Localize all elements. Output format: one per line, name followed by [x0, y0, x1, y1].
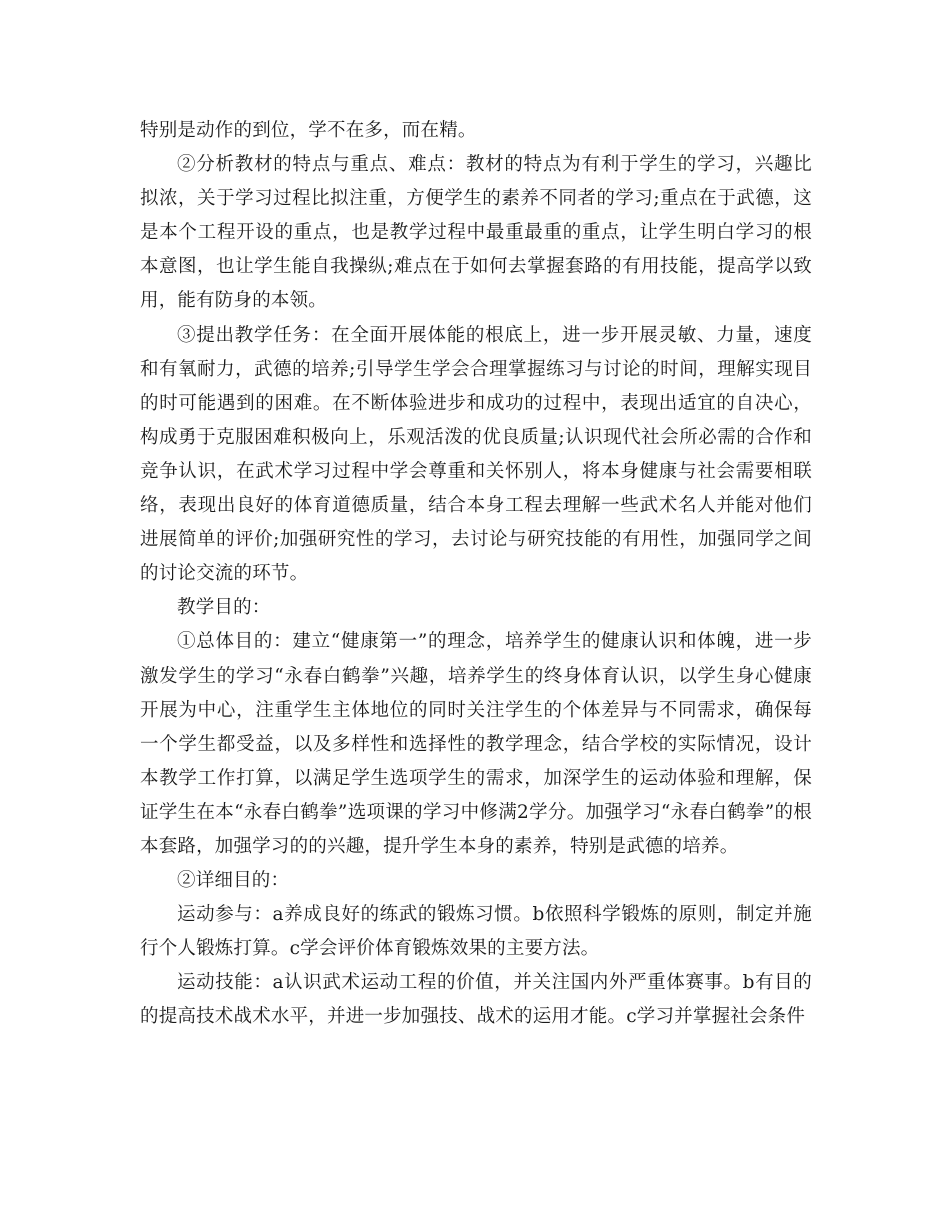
paragraph-continuation: 特别是动作的到位，学不在多，而在精。	[140, 120, 477, 141]
paragraph-overall-goals: ①总体目的：建立“健康第一”的理念，培养学生的健康认识和体魄，进一步激发学生的学习“永春白鹤拳”兴趣，培养学生的终身体育认识，以学生身心健康开展为中心，注重学生主体地位的同时关注学生的个体差异与不同需求，确保每一个学生都受益，以及多样性和选择性的教学理念，结合学校的实际情况，设计本教学工作打算，以满足学生选项学生的需求，加深学生的运动体验和理解，保证学生在本“永春白鹤拳”选项课的学习中修满2学分。加强学习“永春白鹤拳”的根本套路，加强学习的的兴趣，提升学生本身的素养，特别是武德的培养。	[140, 631, 812, 857]
document-body	[140, 114, 812, 1035]
heading-detailed-goals: ②详细目的：	[177, 870, 290, 892]
paragraph-teaching-tasks: ③提出教学任务：在全面开展体能的根底上，进一步开展灵敏、力量，速度和有氧耐力，武德的培养;引导学生学会合理掌握练习与讨论的时间，理解实现目的时可能遇到的困难。在不断体验进步和成功的过程中，表现出适宜的自决心，构成勇于克服困难积极向上，乐观活泼的优良质量;认识现代社会所必需的合作和竞争认识，在武术学习过程中学会尊重和关怀别人，将本身健康与社会需要相联络，表现出良好的体育道德质量，结合本身工程去理解一些武术名人并能对他们进展简单的评价;加强研究性的学习，去讨论与研究技能的有用性，加强同学之间的讨论交流的环节。	[140, 324, 812, 585]
paragraph-sports-participation: 运动参与：a养成良好的练武的锻炼习惯。b依照科学锻炼的原则，制定并施行个人锻炼打算。c学会评价体育锻炼效果的主要方法。	[140, 904, 812, 960]
paragraph-material-analysis: ②分析教材的特点与重点、难点：教材的特点为有利于学生的学习，兴趣比拟浓，关于学习过程比拟注重，方便学生的素养不同者的学习;重点在于武德，这是本个工程开设的重点，也是教学过程中最重最重的重点，让学生明白学习的根本意图，也让学生能自我操纵;难点在于如何去掌握套路的有用技能，提高学以致用，能有防身的本领。	[140, 154, 812, 312]
paragraph-sports-skills: 运动技能：a认识武术运动工程的价值，并关注国内外严重体赛事。b有目的的提高技术战术水平，并进一步加强技、战术的运用才能。c学习并掌握社会条件	[140, 972, 812, 1028]
heading-teaching-goals: 教学目的：	[177, 597, 271, 619]
